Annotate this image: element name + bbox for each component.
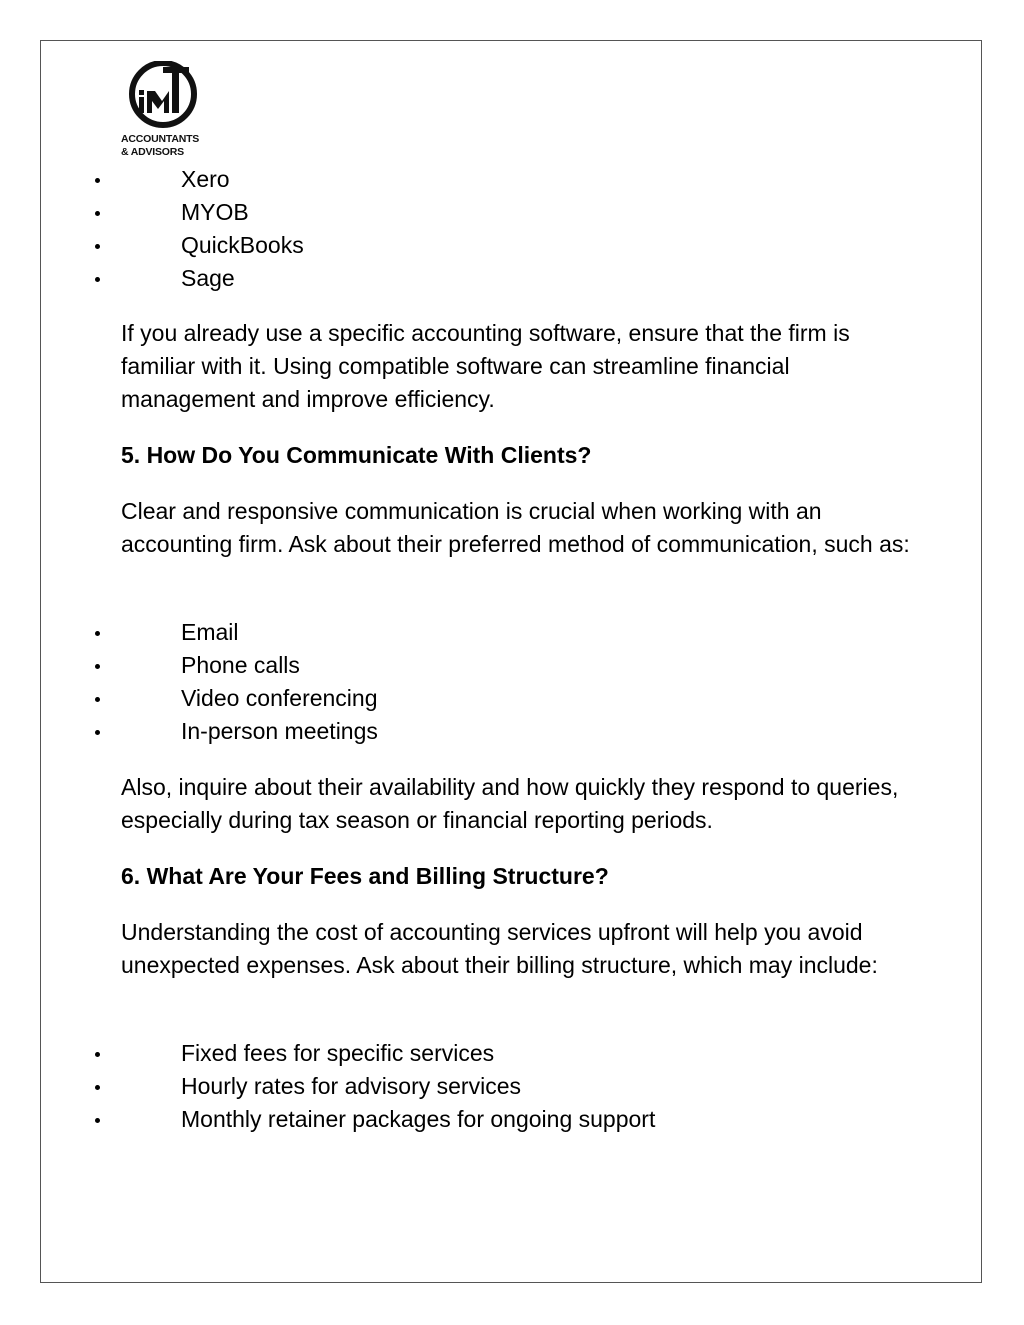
imt-logo-icon [121, 61, 205, 133]
list-item: Fixed fees for specific services [121, 1037, 494, 1070]
heading-fees: 6. What Are Your Fees and Billing Structure? [121, 863, 609, 889]
list-item: MYOB [121, 196, 249, 229]
heading-communication: 5. How Do You Communicate With Clients? [121, 442, 592, 468]
list-item: Phone calls [121, 649, 300, 682]
list-item: Video conferencing [121, 682, 378, 715]
paragraph-communication: Clear and responsive communication is crucial when working with an accounting firm. Ask about their preferred method of communication, such as: [121, 498, 910, 557]
list-item: QuickBooks [121, 229, 304, 262]
list-item: Hourly rates for advisory services [121, 1070, 521, 1103]
list-item: Xero [121, 163, 230, 196]
list-item: Email [121, 616, 239, 649]
company-logo [121, 61, 205, 163]
paragraph-fees: Understanding the cost of accounting services upfront will help you avoid unexpected expenses. Ask about their billing structure, which may include: [121, 919, 878, 978]
list-item: In-person meetings [121, 715, 378, 748]
list-item: Monthly retainer packages for ongoing support [121, 1103, 655, 1136]
logo-text-line-2: & ADVISORS [121, 146, 184, 158]
document-page [40, 40, 982, 1283]
list-item: Sage [121, 262, 235, 295]
paragraph-availability: Also, inquire about their availability and how quickly they respond to queries, especially during tax season or financial reporting periods. [121, 774, 899, 833]
paragraph-software: If you already use a specific accounting software, ensure that the firm is familiar with it. Using compatible software can streamline financial management and improve efficiency. [121, 320, 850, 412]
logo-text-line-1: ACCOUNTANTS [121, 133, 200, 145]
